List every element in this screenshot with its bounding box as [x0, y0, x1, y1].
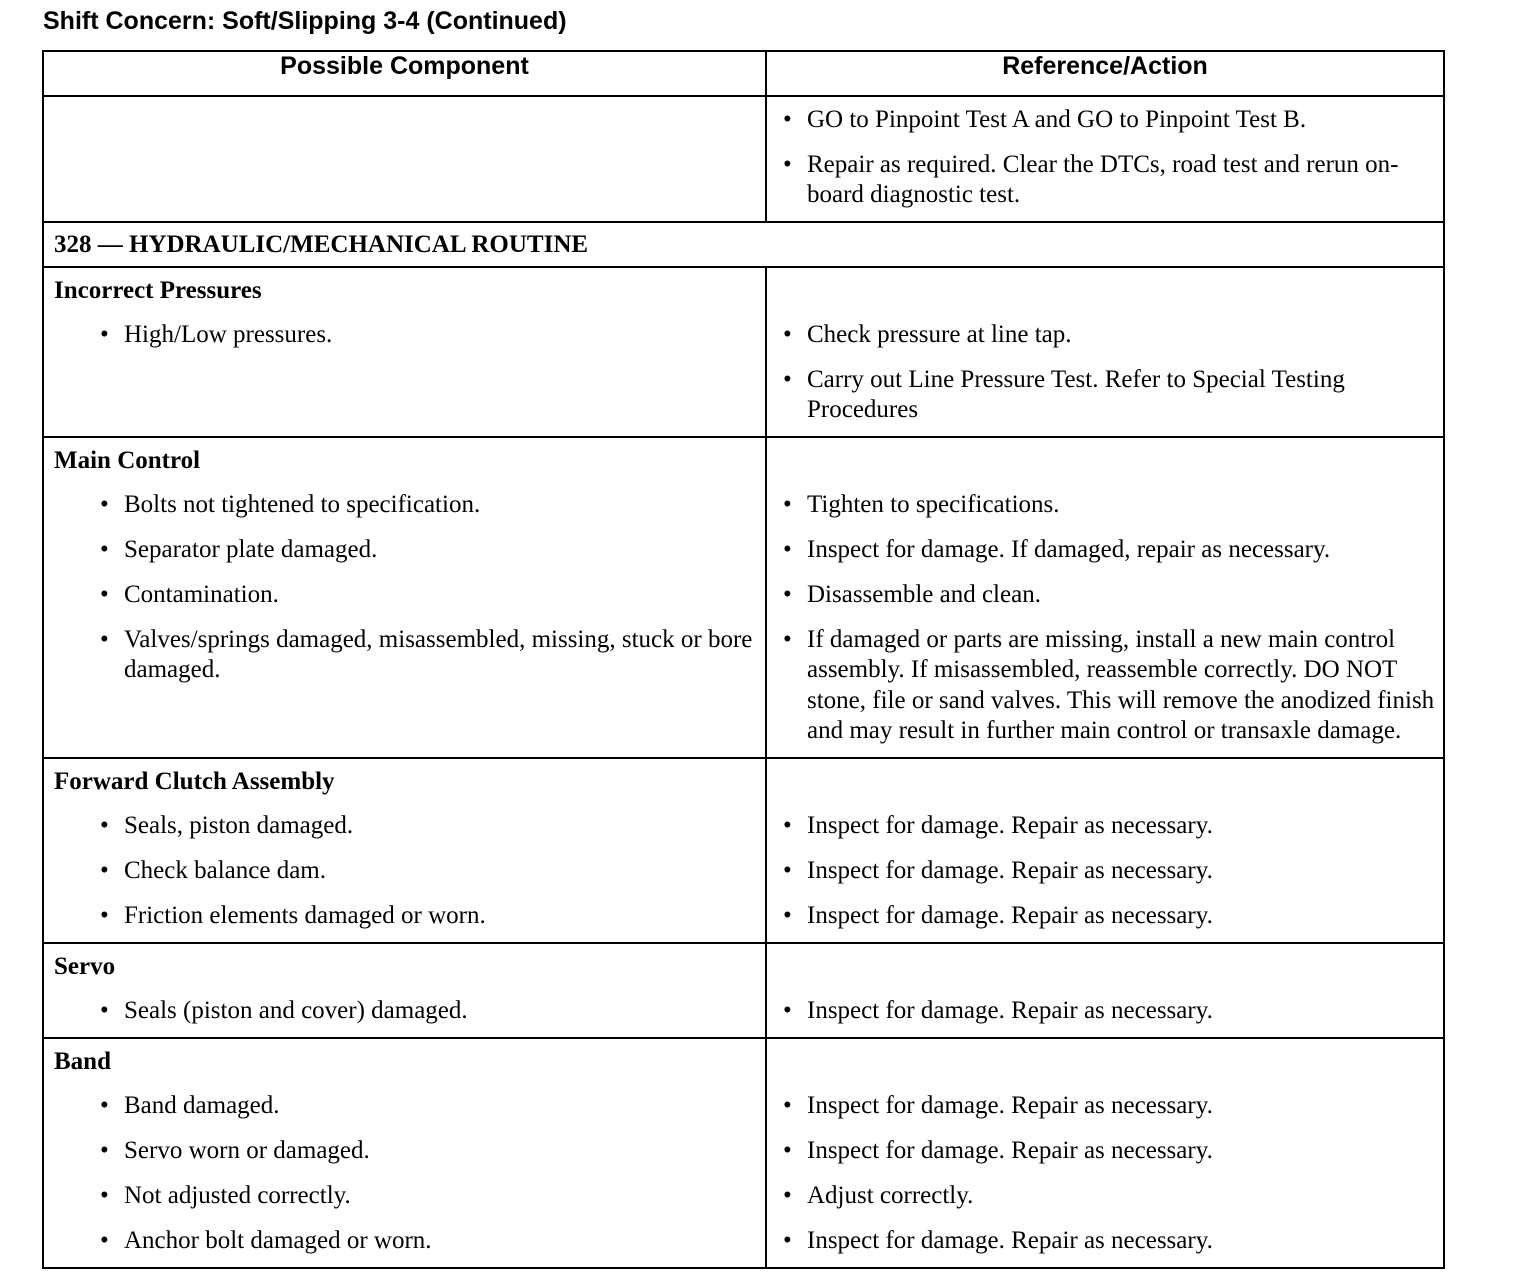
action-bullet: • Inspect for damage. Repair as necessary. [783, 901, 1213, 929]
action-bullet: • Inspect for damage. Repair as necessary. [783, 1136, 1213, 1164]
action-bullet: • Repair as required. Clear the DTCs, road test and rerun on-board diagnostic test. [783, 150, 1399, 208]
component-bullet: • Seals (piston and cover) damaged. [100, 996, 468, 1024]
action-bullet: • Inspect for damage. Repair as necessary. [783, 1226, 1213, 1254]
component-cell [43, 943, 766, 1038]
action-cell [766, 758, 1444, 943]
action-bullet: • GO to Pinpoint Test A and GO to Pinpoint Test B. [783, 106, 1307, 133]
group-row-servo [43, 943, 1444, 1038]
component-bullet: • Friction elements damaged or worn. [100, 901, 486, 929]
action-cell [766, 437, 1444, 758]
component-bullet: • Separator plate damaged. [100, 535, 378, 563]
action-bullet: • Inspect for damage. Repair as necessary. [783, 1091, 1213, 1119]
action-bullet: • Inspect for damage. If damaged, repair as necessary. [783, 535, 1331, 563]
action-bullet: • Tighten to specifications. [783, 490, 1060, 518]
group-row-forward-clutch-assembly [43, 758, 1444, 943]
action-cell [766, 943, 1444, 1038]
action-bullet: • If damaged or parts are missing, install a new main control assembly. If misassembled, reassemble correctly. DO NOT stone, file or sand valves. This will remove the anodized finish and may result in further main control or transaxle damage. [783, 625, 1435, 744]
component-bullet: • Check balance dam. [100, 856, 326, 884]
action-cell [766, 96, 1444, 222]
component-cell [43, 758, 766, 943]
component-cell [43, 267, 766, 437]
component-bullet: • High/Low pressures. [100, 320, 333, 348]
component-cell-empty [43, 96, 766, 222]
component-bullet: • Bolts not tightened to specification. [100, 490, 481, 518]
component-bullet: • Contamination. [100, 580, 279, 608]
action-bullet: • Carry out Line Pressure Test. Refer to Special Testing Procedures [783, 365, 1345, 423]
group-heading: Incorrect Pressures [54, 276, 262, 304]
component-cell [43, 437, 766, 758]
action-cell [766, 267, 1444, 437]
action-bullet: • Inspect for damage. Repair as necessary. [783, 811, 1213, 839]
section-label: 328 — HYDRAULIC/MECHANICAL ROUTINE [43, 222, 1444, 267]
table-row-continued [43, 96, 1444, 222]
page-title: Shift Concern: Soft/Slipping 3-4 (Continued) [43, 7, 567, 35]
component-bullet: • Not adjusted correctly. [100, 1181, 351, 1209]
component-bullet: • Seals, piston damaged. [100, 811, 354, 839]
group-heading: Servo [54, 952, 116, 980]
group-row-main-control [43, 437, 1444, 758]
component-cell [43, 1038, 766, 1268]
table-header-row [43, 51, 1444, 96]
action-bullet: • Check pressure at line tap. [783, 320, 1072, 348]
action-cell [766, 1038, 1444, 1268]
column-header-component: Possible Component [43, 51, 766, 96]
component-bullet: • Band damaged. [100, 1091, 280, 1119]
action-bullet: • Disassemble and clean. [783, 580, 1041, 608]
action-bullet: • Adjust correctly. [783, 1181, 974, 1209]
action-bullet: • Inspect for damage. Repair as necessary. [783, 996, 1213, 1024]
group-heading: Main Control [54, 446, 201, 474]
component-bullet: • Servo worn or damaged. [100, 1136, 370, 1164]
action-bullet: • Inspect for damage. Repair as necessary. [783, 856, 1213, 884]
group-row-incorrect-pressures [43, 267, 1444, 437]
column-header-action: Reference/Action [766, 51, 1444, 96]
component-bullet: • Anchor bolt damaged or worn. [100, 1226, 432, 1254]
group-row-band [43, 1038, 1444, 1268]
diagnostic-table [42, 50, 1445, 1269]
section-row [43, 222, 1444, 267]
group-heading: Band [54, 1047, 111, 1075]
group-heading: Forward Clutch Assembly [54, 767, 335, 795]
component-bullet: • Valves/springs damaged, misassembled, missing, stuck or bore damaged. [100, 625, 753, 683]
